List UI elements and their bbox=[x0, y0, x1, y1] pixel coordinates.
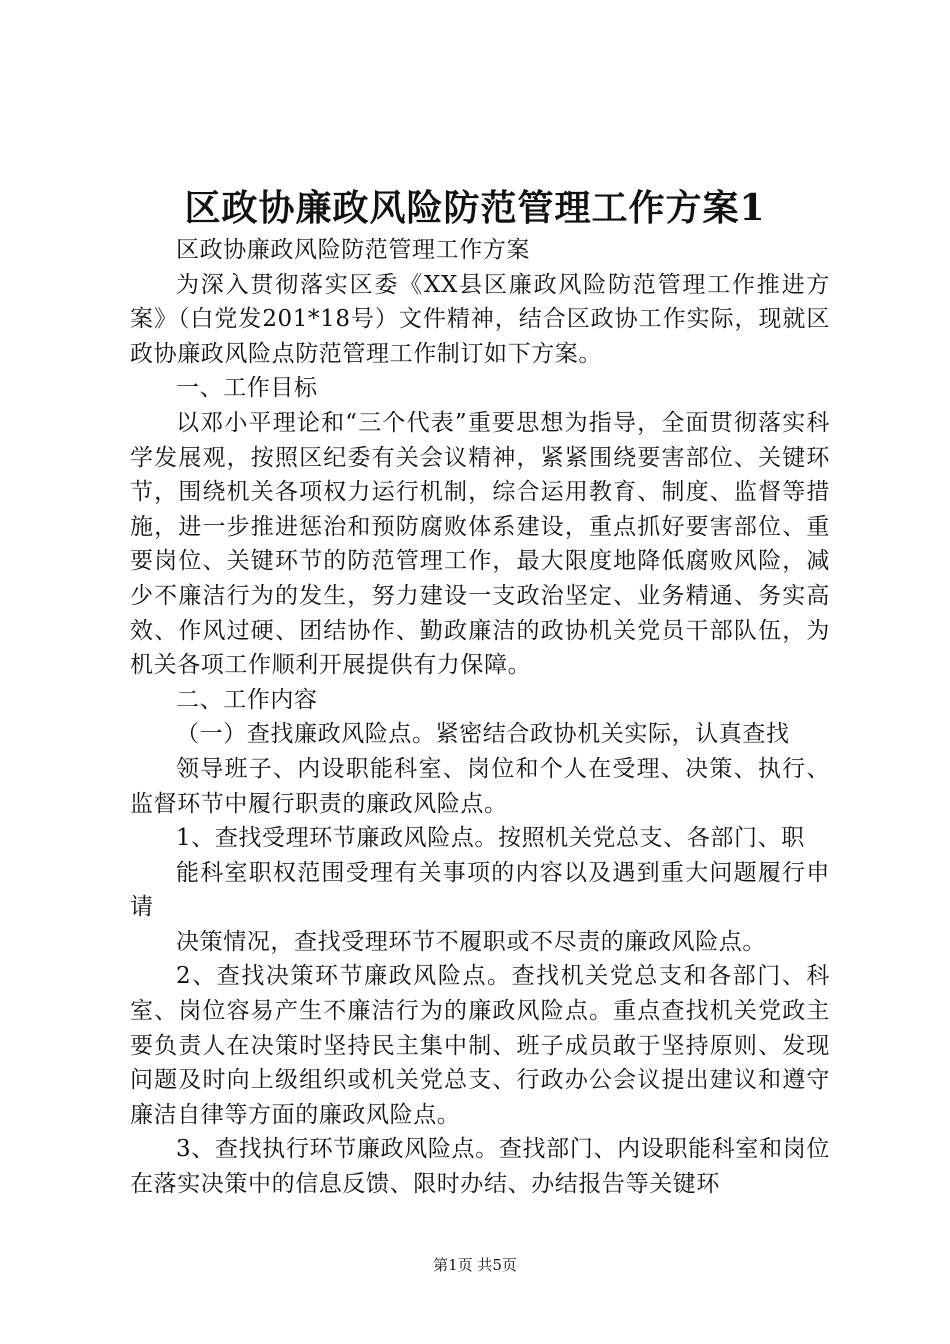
paragraph-goals: 以邓小平理论和“三个代表”重要思想为指导，全面贯彻落实科学发展观，按照区纪委有关会议精神，紧紧围绕要害部位、关键环节，围绕机关各项权力运行机制，综合运用教育、制度、监督等措施，进一步推进惩治和预防腐败体系建设，重点抓好要害部位、重要岗位、关键环节的防范管理工作，最大限度地降低腐败风险，减少不廉洁行为的发生，努力建设一支政治坚定、业务精通、务实高效、作风过硬、团结协作、勤政廉洁的政协机关党员干部队伍，为机关各项工作顺利开展提供有力保障。 bbox=[130, 409, 830, 679]
paragraph-subtitle: 区政协廉政风险防范管理工作方案 bbox=[176, 237, 530, 263]
paragraph-item-1-cont: 领导班子、内设职能科室、岗位和个人在受理、决策、执行、监督环节中履行职责的廉政风险点。 bbox=[130, 755, 830, 817]
paragraph-subitem-1-cont-a: 能科室职权范围受理有关事项的内容以及遇到重大问题履行申请 bbox=[130, 859, 830, 921]
section-heading-goals: 一、工作目标 bbox=[176, 375, 318, 402]
section-heading-content: 二、工作内容 bbox=[176, 686, 318, 713]
document-body bbox=[130, 233, 830, 1202]
paragraph-subitem-3: 3、查找执行环节廉政风险点。查找部门、内设职能科室和岗位在落实决策中的信息反馈、限时办结、办结报告等关键环 bbox=[130, 1136, 830, 1198]
paragraph-subitem-2: 2、查找决策环节廉政风险点。查找机关党总支和各部门、科室、岗位容易产生不廉洁行为的廉政风险点。重点查找机关党政主要负责人在决策时坚持民主集中制、班子成员敢于坚持原则、发现问题及时向上级组织或机关党总支、行政办公会议提出建议和遵守廉洁自律等方面的廉政风险点。 bbox=[130, 963, 830, 1128]
paragraph-intro: 为深入贯彻落实区委《XX县区廉政风险防范管理工作推进方案》（白党发201*18号）文件精神，结合区政协工作实际，现就区政协廉政风险点防范管理工作制订如下方案。 bbox=[130, 271, 830, 367]
paragraph-item-1-lead: （一）查找廉政风险点。紧密结合政协机关实际，认真查找 bbox=[176, 721, 790, 748]
page-footer: 第1页 共5页 bbox=[433, 1256, 517, 1274]
paragraph-subitem-1-cont-b: 决策情况，查找受理环节不履职或不尽责的廉政风险点。 bbox=[176, 928, 766, 955]
paragraph-subitem-1-lead: 1、查找受理环节廉政风险点。按照机关党总支、各部门、职 bbox=[176, 825, 805, 852]
document-title: 区政协廉政风险防范管理工作方案1 bbox=[184, 187, 766, 229]
